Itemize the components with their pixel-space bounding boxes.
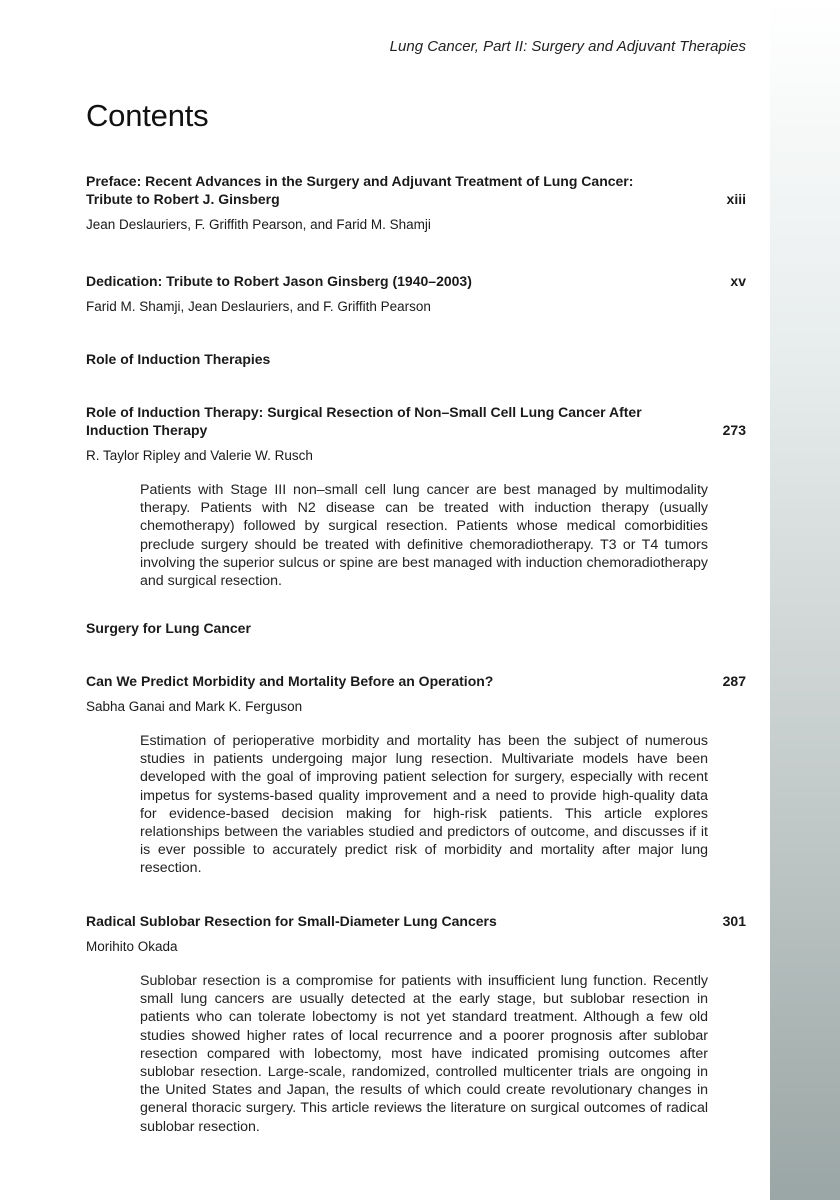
entry-authors: Jean Deslauriers, F. Griffith Pearson, and Farid M. Shamji — [86, 217, 431, 232]
page-title: Contents — [86, 98, 209, 133]
entry-authors: Sabha Ganai and Mark K. Ferguson — [86, 699, 303, 714]
entry-page-number[interactable]: xiii — [726, 191, 746, 207]
entry-abstract: Sublobar resection is a compromise for patients with insufficient lung function. Recently small lung cancers are usually detected at the early stage, but sublobar resection in patients who can tolerate lobectomy is not yet standard treatment. Although a few old studies showed higher rates of local recurrence and a poorer prognosis after sublobar resection compared with lobectomy, most have indicated promising outcomes after sublobar resection. Large-scale, randomized, controlled multicenter trials are ongoing in the United States and Japan, the results of which could create revolutionary changes in general thoracic surgery. This article reviews the literature on surgical outcomes of radical sublobar resection. — [140, 973, 708, 1135]
entry-page-number[interactable]: xv — [730, 273, 746, 289]
entry-title[interactable]: Role of Induction Therapy: Surgical Resection of Non–Small Cell Lung Cancer After Induction Therapy — [86, 404, 642, 438]
entry-abstract: Patients with Stage III non–small cell lung cancer are best managed by multimodality therapy. Patients with N2 disease can be treated with induction therapy (usually chemotherapy) followed by surgical resection. Patients whose medical comorbidities preclude surgery should be treated with definitive chemoradiotherapy. T3 or T4 tumors involving the superior sulcus or spine are best managed with induction chemoradiotherapy and surgical resection. — [140, 482, 708, 590]
entry-page-number[interactable]: 273 — [722, 422, 746, 438]
section-heading-induction: Role of Induction Therapies — [86, 351, 271, 367]
decorative-side-band — [770, 0, 840, 1200]
entry-title[interactable]: Can We Predict Morbidity and Mortality Before an Operation? — [86, 673, 494, 689]
entry-authors: R. Taylor Ripley and Valerie W. Rusch — [86, 448, 313, 463]
toc-entry-preface[interactable] — [86, 172, 746, 234]
section-heading-surgery: Surgery for Lung Cancer — [86, 620, 251, 636]
entry-authors: Morihito Okada — [86, 939, 178, 954]
toc-entry-induction-therapy[interactable] — [86, 403, 746, 590]
entry-page-number[interactable]: 301 — [722, 913, 746, 929]
toc-entry-sublobar[interactable] — [86, 912, 746, 1136]
entry-title[interactable]: Dedication: Tribute to Robert Jason Ginsberg (1940–2003) — [86, 273, 472, 289]
entry-title[interactable]: Preface: Recent Advances in the Surgery and Adjuvant Treatment of Lung Cancer: Tribute to Robert J. Ginsberg — [86, 173, 634, 207]
entry-authors: Farid M. Shamji, Jean Deslauriers, and F. Griffith Pearson — [86, 299, 431, 314]
toc-entry-dedication[interactable] — [86, 272, 746, 316]
toc-entry-morbidity[interactable] — [86, 672, 746, 878]
entry-abstract: Estimation of perioperative morbidity and mortality has been the subject of numerous studies in patients undergoing major lung resection. Multivariate models have been developed with the goal of improving patient selection for surgery, especially with recent impetus for systems-based quality improvement and a need to provide high-quality data for evidence-based decision making for high-risk patients. This article explores relationships between the variables studied and predictors of outcome, and discusses if it is ever possible to accurately predict risk of morbidity and mortality after major lung resection. — [140, 733, 708, 877]
entry-page-number[interactable]: 287 — [722, 673, 746, 689]
entry-title[interactable]: Radical Sublobar Resection for Small-Diameter Lung Cancers — [86, 913, 497, 929]
running-head: Lung Cancer, Part II: Surgery and Adjuvant Therapies — [389, 38, 746, 55]
